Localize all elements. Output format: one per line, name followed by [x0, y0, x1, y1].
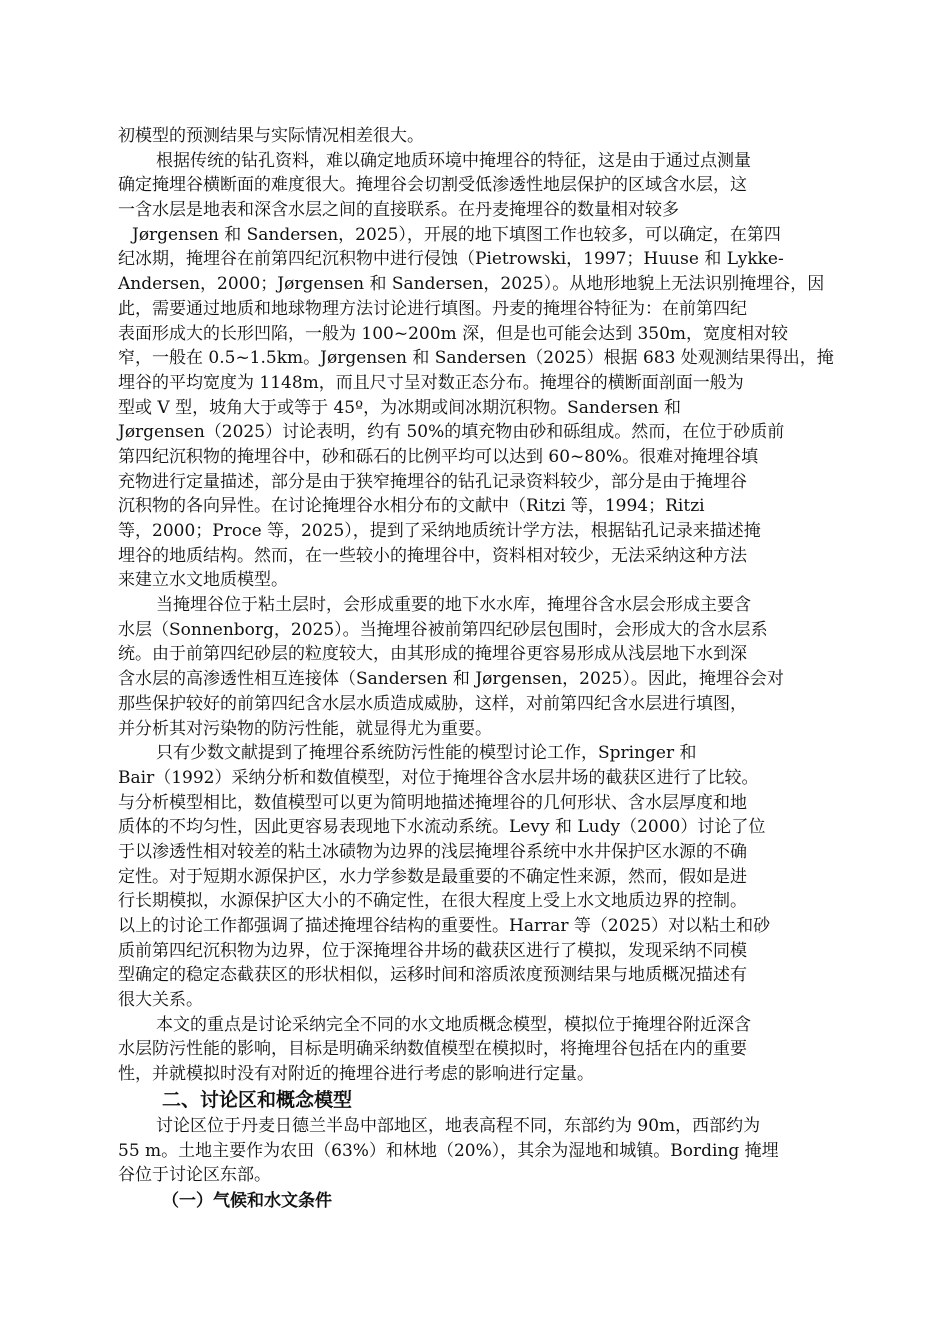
paragraph-line: Jørgensen（2025）讨论表明，约有 50%的填充物由砂和砾组成。然而，在位于砂质前 — [118, 422, 785, 443]
paragraph-line: 一含水层是地表和深含水层之间的直接联系。在丹麦掩埋谷的数量相对较多 — [118, 200, 679, 221]
paragraph-line: 第四纪沉积物的掩埋谷中，砂和砾石的比例平均可以达到 60~80%。很难对掩埋谷填 — [118, 446, 759, 467]
paragraph-line: Andersen，2000；Jørgensen 和 Sandersen，2025）。从地形地貌上无法识别掩埋谷，因 — [118, 274, 825, 295]
paragraph-line: 于以渗透性相对较差的粘土冰碛物为边界的浅层掩埋谷系统中水井保护区水源的不确 — [118, 841, 747, 862]
paragraph-line: 根据传统的钻孔资料，难以确定地质环境中掩埋谷的特征，这是由于通过点测量 — [156, 150, 751, 171]
paragraph-line: 此，需要通过地质和地球物理方法讨论进行填图。丹麦的掩埋谷特征为：在前第四纪 — [118, 298, 747, 319]
paragraph-line: 那些保护较好的前第四纪含水层水质造成威胁，这样，对前第四纪含水层进行填图， — [118, 693, 747, 714]
paragraph-line: 性，并就模拟时没有对附近的掩埋谷进行考虑的影响进行定量。 — [118, 1064, 594, 1085]
paragraph-line: 型或 V 型，坡角大于或等于 45º，为冰期或间冰期沉积物。Sandersen 和 — [118, 397, 682, 418]
paragraph-line: 并分析其对污染物的防污性能，就显得尤为重要。 — [118, 718, 492, 739]
paragraph-line: 窄，一般在 0.5~1.5km。Jørgensen 和 Sandersen（2025）根据 683 处观测结果得出，掩 — [118, 348, 834, 369]
paragraph-line: 沉积物的各向异性。在讨论掩埋谷水相分布的文献中（Ritzi 等，1994；Ritzi — [118, 496, 705, 517]
paragraph-line: 本文的重点是讨论采纳完全不同的水文地质概念模型，模拟位于掩埋谷附近深含 — [156, 1014, 751, 1035]
paragraph-line: 统。由于前第四纪砂层的粒度较大，由其形成的掩埋谷更容易形成从浅层地下水到深 — [118, 644, 747, 665]
paragraph-line: 埋谷的地质结构。然而，在一些较小的掩埋谷中，资料相对较少，无法采纳这种方法 — [118, 545, 747, 566]
paragraph-line: 讨论区位于丹麦日德兰半岛中部地区，地表高程不同，东部约为 90m，西部约为 — [156, 1115, 761, 1136]
paragraph-line: Jørgensen 和 Sandersen，2025），开展的地下填图工作也较多，可以确定，在第四 — [132, 224, 781, 245]
paragraph-line: 埋谷的平均宽度为 1148m，而且尺寸呈对数正态分布。掩埋谷的横断面剖面一般为 — [118, 372, 744, 393]
paragraph-line: 与分析模型相比，数值模型可以更为简明地描述掩埋谷的几何形状、含水层厚度和地 — [118, 792, 747, 813]
paragraph-line: 表面形成大的长形凹陷，一般为 100~200m 深，但是也可能会达到 350m，宽度相对较 — [118, 323, 789, 344]
paragraph-line: 来建立水文地质模型。 — [118, 570, 288, 591]
paragraph-line: 等，2000；Proce 等，2025），提到了采纳地质统计学方法，根据钻孔记录来描述掩 — [118, 521, 761, 541]
paragraph-line: 55 m。土地主要作为农田（63%）和林地（20%），其余为湿地和城镇。Bording 掩埋 — [118, 1140, 779, 1161]
paragraph-line: 纪冰期，掩埋谷在前第四纪沉积物中进行侵蚀（Pietrowski，1997；Huuse 和 Lykke- — [118, 249, 784, 270]
paragraph-line: 水层（Sonnenborg，2025）。当掩埋谷被前第四纪砂层包围时，会形成大的含水层系 — [118, 619, 768, 640]
paragraph-line: 确定掩埋谷横断面的难度很大。掩埋谷会切割受低渗透性地层保护的区域含水层，这 — [118, 175, 747, 196]
paragraph-line: 以上的讨论工作都强调了描述掩埋谷结构的重要性。Harrar 等（2025）对以粘土和砂 — [118, 916, 771, 936]
section-heading: 二、讨论区和概念模型 — [162, 1088, 353, 1111]
paragraph-line: 很大关系。 — [118, 990, 203, 1011]
paragraph-line: 质体的不均匀性，因此更容易表现地下水流动系统。Levy 和 Ludy（2000）讨论了位 — [118, 817, 766, 838]
paragraph-line: 充物进行定量描述，部分是由于狭窄掩埋谷的钻孔记录资料较少，部分是由于掩埋谷 — [118, 471, 747, 492]
paragraph-line: 当掩埋谷位于粘土层时，会形成重要的地下水水库，掩埋谷含水层会形成主要含 — [156, 595, 751, 616]
paragraph-line: 只有少数文献提到了掩埋谷系统防污性能的模型讨论工作，Springer 和 — [156, 743, 697, 764]
paragraph-line: Bair（1992）采纳分析和数值模型，对位于掩埋谷含水层井场的截获区进行了比较。 — [118, 767, 759, 788]
paragraph-line: 初模型的预测结果与实际情况相差很大。 — [118, 126, 424, 146]
document-page — [118, 124, 834, 1214]
subsection-heading: （一）气候和水文条件 — [162, 1190, 332, 1211]
paragraph-line: 行长期模拟，水源保护区大小的不确定性，在很大程度上受上水文地质边界的控制。 — [118, 891, 747, 912]
paragraph-line: 谷位于讨论区东部。 — [118, 1165, 271, 1186]
paragraph-line: 质前第四纪沉积物为边界，位于深掩埋谷井场的截获区进行了模拟，发现采纳不同模 — [118, 940, 747, 961]
paragraph-line: 定性。对于短期水源保护区，水力学参数是最重要的不确定性来源，然而，假如是进 — [118, 866, 747, 887]
paragraph-line: 水层防污性能的影响，目标是明确采纳数值模型在模拟时，将掩埋谷包括在内的重要 — [118, 1039, 747, 1060]
paragraph-line: 含水层的高渗透性相互连接体（Sandersen 和 Jørgensen，2025）。因此，掩埋谷会对 — [118, 669, 784, 690]
paragraph-line: 型确定的稳定态截获区的形状相似，运移时间和溶质浓度预测结果与地质概况描述有 — [118, 965, 747, 986]
